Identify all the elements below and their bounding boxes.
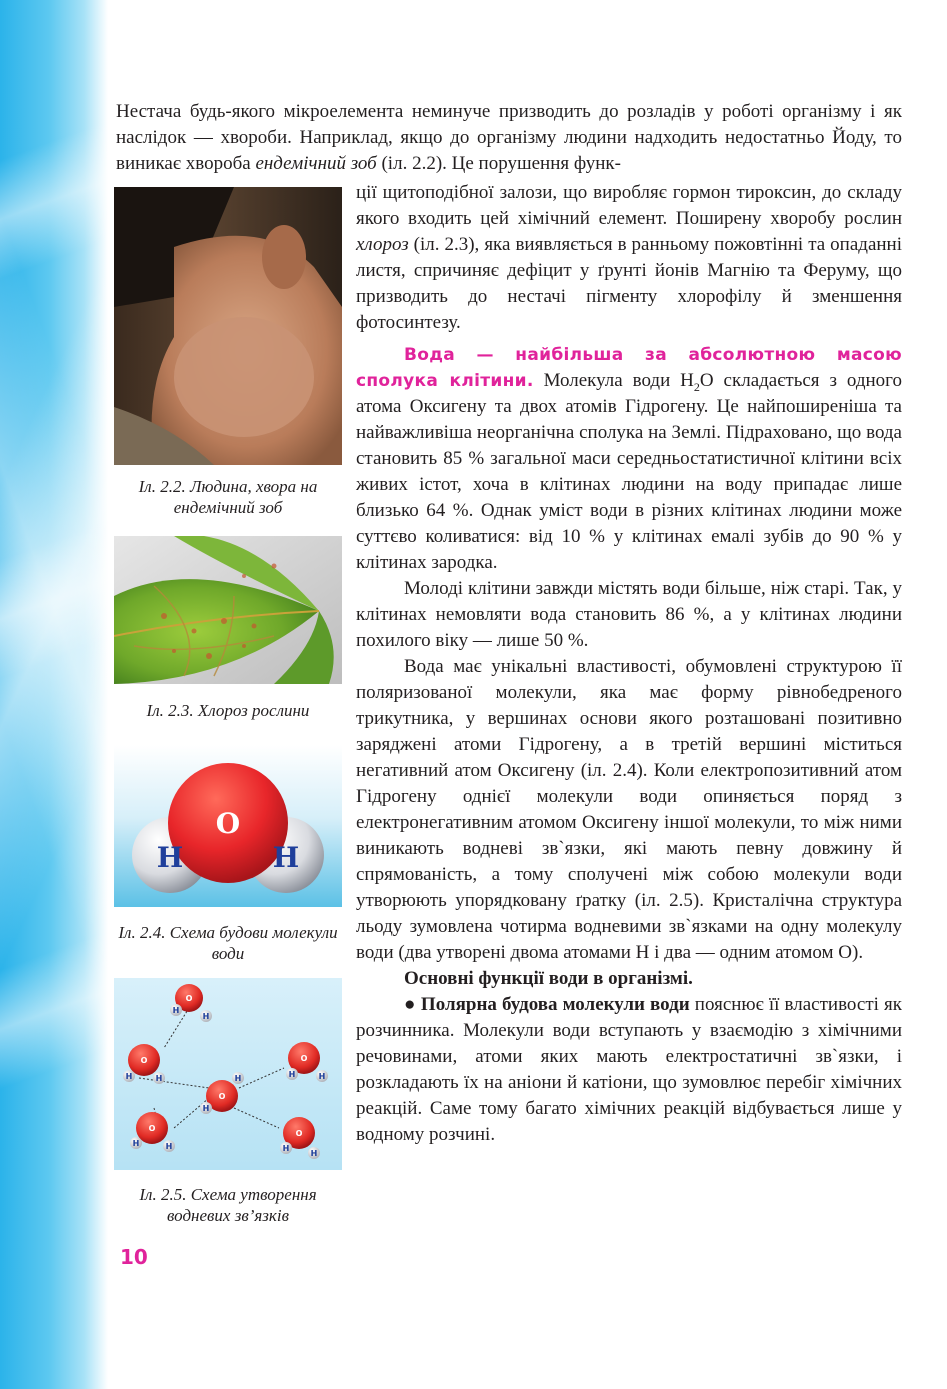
bond-h-label-10: H [165,1142,173,1151]
bond-h-label-4: H [155,1074,163,1083]
figure-2-2-photo [114,187,342,465]
term-endemic-goiter: ендемічний зоб [255,153,377,174]
figure-2-4-molecule [114,745,342,907]
bond-h-label-5: H [202,1104,210,1113]
main-column-text [356,180,902,1148]
decorative-side-band [0,0,108,1389]
water-paragraph-3: Вода має унікальні властивості, обумовлені структурою її поляризованої молекули, яка має форму рівнобедреного трикутника, у вершинах основи якого розташовані позитивно заряджені атоми Гідрогену, а в третій вершині міститься негативний атом Оксигену (іл. 2.4). Коли електропозитивний атом Гідрогену однієї молекули води опиняється поряд з електронегативним атомом Оксигену іншої молекули, то між ними виникають водневі зв`язки, які мають певну довжину й спрямованість, а тому сполучені між собою молекули води утворюють упорядковану ґратку (іл. 2.5). Кристалічна структура льоду зумовлена чотирма водневими зв`язками на одну молекулу води (два утворені двома атомами Н і два — одним атомом О). [356,656,902,963]
hydrogen-right-label: H [272,841,300,874]
page-number: 10 [120,1245,148,1269]
bond-o-label-1: O [185,994,193,1003]
polar-text: пояснює її властивості як розчинника. Молекули води вступають у взаємодію з хімічними речовинами, атоми яких мають електростатичні зв`язки, і розкладають їх на аніони й катіони, що зумовлює перебіг хімічних реакцій. Саме тому багато хімічних реакцій відбувається лише у водному розчині. [356,994,902,1145]
oxygen-label: O [215,807,241,840]
bond-h-label-2: H [202,1012,210,1021]
bond-h-label-3: H [125,1072,133,1081]
bond-h-label-11: H [282,1144,290,1153]
intro-continuation: ції щитоподібної залози, що виробляє гормон тироксин, до складу якого входить цей хімічний елемент. Поширену хворобу рослин хлороз (іл. 2.3), яка виявляється в ранньому пожовтінні та опаданні листя, спричиняє дефіцит у ґрунті йонів Магнію та Феруму, що призводить до нестачі пігменту хлорофілу й зменшення фотосинтезу. [356,182,902,333]
water-paragraph-1 [356,342,902,576]
bond-h-label-9: H [132,1139,140,1148]
bond-h-label-12: H [310,1149,318,1158]
hydrogen-left-label: H [156,841,184,874]
water-heading: Вода — найбільша за абсолютною масою сполука клітини. [356,345,902,391]
water-text-1a: Молекула води Н [533,370,694,391]
water-text-1b: О складається з одного атома Оксигену та двох атомів Гідрогену. Це найпоширеніша та найважливіша неорганічна сполука на Землі. Підраховано, що вода становить 85 % загальної маси середньостатистичної клітини всіх живих істот, хоча в клітинах людини на воду припадає лише близько 64 %. Однак уміст води в різних клітинах людини може суттєво коливатися: від 10 % у клітинах емалі зубів до 90 % у клітинах зародка. [356,370,902,573]
bond-h-label-6: H [234,1074,242,1083]
functions-heading: Основні функції води в організмі. [404,968,693,989]
bond-h-label-8: H [318,1072,326,1081]
subscript-2: 2 [693,379,700,394]
figure-2-4-caption: Іл. 2.4. Схема будови молекули води [118,923,338,963]
bond-o-label-6: O [295,1129,303,1138]
bond-o-label-5: O [148,1124,156,1133]
figure-2-3-photo [114,536,342,684]
bond-o-label-4: O [300,1054,308,1063]
polar-paragraph [356,992,902,1148]
figure-2-5-bonds [114,978,342,1170]
polar-bullet: ● Полярна будова молекули води [404,994,690,1015]
intro-paragraph-top [116,99,902,179]
bond-o-label-2: O [140,1056,148,1065]
bond-o-label-3: O [218,1092,226,1101]
bond-h-label-7: H [288,1070,296,1079]
figure-2-3-caption: Іл. 2.3. Хлороз рослини [146,701,310,720]
term-chlorosis: хлороз [356,234,409,255]
intro-text-part-2: (іл. 2.2). Це порушення функ- [376,153,621,174]
figure-2-2-caption: Іл. 2.2. Людина, хвора на ендемічний зоб [138,477,318,517]
intro-text-part-1: Нестача будь-якого мікроелемента неминуче призводить до розладів у роботі організму і як наслідок — хвороби. Наприклад, якщо до організму людини надходить недостатньо Йоду, то виникає хвороба [116,101,902,174]
bond-h-label-1: H [172,1006,180,1015]
figure-2-5-caption: Іл. 2.5. Схема утворення водневих зв’язків [139,1185,317,1225]
water-paragraph-2: Молоді клітини завжди містять води більше, ніж старі. Так, у клітинах немовляти вода становить 86 %, а у клітинах людини похилого віку — лише 50 %. [356,578,902,651]
